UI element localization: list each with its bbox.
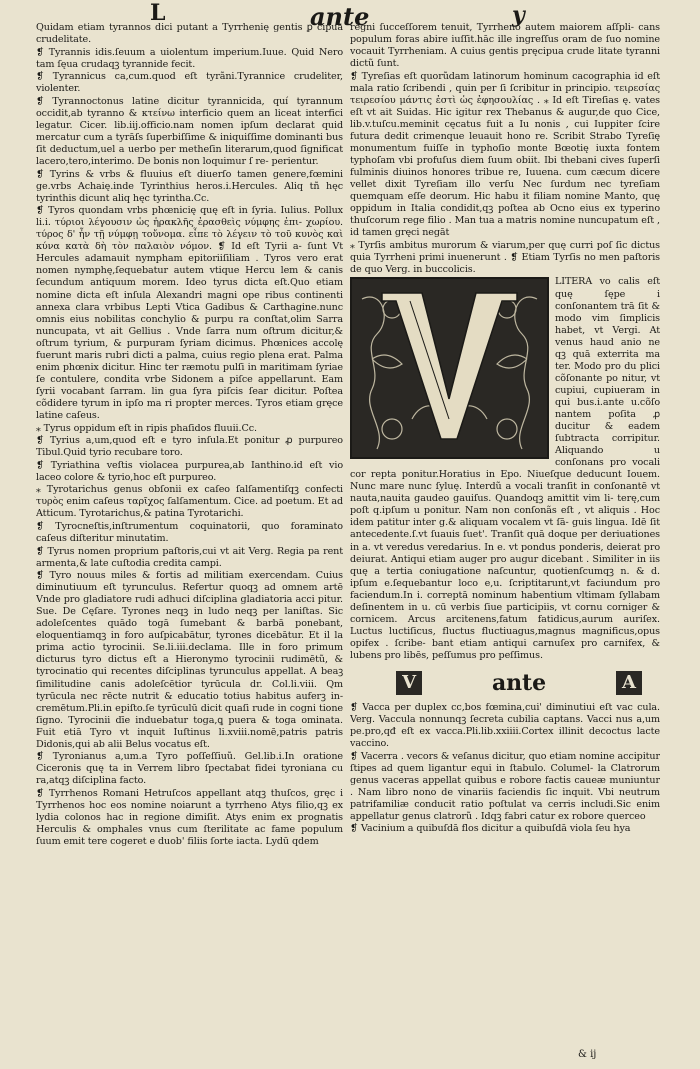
entry-paragraph: Quidam etiam tyrannos dici putant a Tyrrhenię gentis ꝑ cipua crudelitate. bbox=[36, 22, 343, 46]
entry-paragraph: ❡ Tyro nouus miles & fortis ad militiam exercendam. Cuius diminutiuum eſt tyrunculus. Refertur quoqꝫ ad omnem artē Vnde pro gladiatore rudi adhuci diſciplina gladiatoria acci pitur. Sue. De Cęſare. Tyrones neqꝫ in ludo neqꝫ per laniſtas. Sic adoleſcentes quādo togā ſumebant & barbā ponebant, eloquentiamqꝫ in foro auſpicabātur, tyrones dicebātur. Et il la prima actio tyrocinii. Se.li.iii.declama. Ille in foro primum dicturus tyro dictus eſt a Hieronymo tyrocinii rudimētũ, & tyrocinatio qui recentes diſciplinas tyrunculus appellat. A beaꝫ ſimilitudine canis adoleſcētior tyrūcula dr. Col.li.viii. Qm tyrūcula nec rēcte nutrit & educatio totius habitus auferꝫ in- cremētum.Pli.in epiſto.ſe tyrūculū dicit quaſi rude in cogni tione ſigno. Tyrocinii dīe induebatur toga,ꝗ puera & toga ominata. Fuit etiā Tyro vt inquit Iuſtinus li.xviii.nomē,patris patris Didonis,qui ab alii Belus vocatus eſt. bbox=[36, 570, 343, 750]
entry-paragraph: ❡ Tyros quondam vrbs phœnicię quę eſt in ſyria. Iulius. Pollux li.i. τύριοι λέγουσιν ὡς ἡρακλῆς ἐρασθεὶς νύμφης ἐπι- χωρίου. τύρος δ' ἦν τῇ νύμφῃ τοὔνομα. εἶπε τὸ λέγειν τὸ τοῦ κυνὸς καὶ κύνα κατὰ δὴ τὸν παλαιὸν νόμον. ❡ Id eſt Tyrii a- ſunt Vt Hercules adamauit nympham epitoriiſiliam . Tyros vero erat nomen nymphę,ſequebatur autem vtique Hercu lem & canis ſecundum antiquum morem. Ideo tyrus dicta eſt.Quo etiam nomine dicta eſt inſula Alexandri magni ope ribus continenti annexa clara vrbibus Lepti Vtica Gadibus & Carthagine.nunc omnis eius nobilitas conchylio & purpu ra conſtat,olim Sarra nuncupata, vt ait Gellius . Vnde ſarra num oſtrum dicitur,& oſtrum tyrium, & purpuram ſyriam dicimus. Phœnices accolę fuerunt maris rubri dicti a palma, cuius regio plena erat. Palma enim phœnix dicitur. Hinc ter ræmotu pulſi in maritimam ſyriae ſe contulere, condita vrbe Sidonem a piſce appellarunt. Eam ſyrii vocabant ſarram. lin gua ſyra piſcis ſear dicitur. Poſtea cõdidere tyrum in ipſo ma ri propter merces. Tyros etiam gręce latine caſeus. bbox=[36, 205, 343, 421]
section-letter-right: A bbox=[616, 671, 642, 695]
entry-paragraph: ❡ Tyrannoctonus latine dicitur tyrannicida, quí tyrannum occidit,ab tyranno & κτείνω interficio quem an liceat interfici legatur. Cicer. lib.iij.officio.nam nomen ipſum declarat quid mercatur cum a tyrāſs ſuperbiſſime & iniquiſſime dominanti bus ſit deductum,uel a uerbo per metheſin literarum,quod ſignificat lacero,tero,interimo. De bonis non loquimur ſ re- perientur. bbox=[36, 95, 343, 168]
right-column bbox=[350, 22, 660, 1062]
entry-paragraph: ❡ Tyronianus a,um.a Tyro poſſeſſiuũ. Gel.lib.i.In oratione Ciceronis quę ta in Verrem libro ſpectabat fidei tyroniana cu ra,atqꝫ diſciplina facto. bbox=[36, 751, 343, 787]
entry-paragraph: ❡ Tyrius a,um,quod eſt e tyro inſula.Et ponitur ꝓ purpureo Tibul.Quid tyrio recubare toro. bbox=[36, 435, 343, 459]
section-word: ante bbox=[491, 669, 546, 696]
section-letter-left: V bbox=[396, 671, 422, 695]
section-heading bbox=[396, 670, 642, 696]
entry-paragraph: ❡ Tyrocneſtis,inſtrumentum coquinatorii, quo foraminato caſeus diſteritur minutatim. bbox=[36, 520, 343, 544]
entry-paragraph: ❡ Vacca per duplex cc,bos fœmina,cui' diminutiui eſt vac cula. Verg. Vaccula nonnunqꝫ ſecreta cubilia captans. Vacci nus a,um pe.pro,qđ eſt ex vacca.Pli.lib.xxiiii.Cortex illinit decoctus lacte vaccino. bbox=[350, 701, 660, 750]
entry-paragraph: ❡ Vacinium a quibuſdā flos dicitur a quibuſdā viola ſeu hya bbox=[350, 823, 631, 835]
entry-paragraph: ❡ Tyrannicus ca,cum.quod eſt tyrãni.Tyrannice crudeliter, violenter. bbox=[36, 71, 343, 95]
running-head-letter-left: L bbox=[150, 0, 166, 26]
entry-paragraph: ⁎ Tyrus oppidum eſt in ripis phaſidos fluuii.Cc. bbox=[36, 422, 257, 434]
entry-paragraph: regni ſucceſſorem tenuit, Tyrrheno autem maiorem aſſpli- cans populum foras abire iuſſit.hāc ille ingreſſus oram de ſuo nomine vocauit Tyrrheniam. A cuius gentis pręcipua crude litate tyranni dictũ ſunt. bbox=[350, 22, 660, 70]
entry-paragraph: ❡ Tyrannis idis.ſeuum a uiolentum imperium.Iuue. Quid Nero tam ſęua crudaqꝫ tyrannide fecit. bbox=[36, 46, 343, 70]
ornament-letter-v-icon bbox=[352, 279, 547, 457]
entry-paragraph: ❡ Vacerra . vecors & veſanus dicitur, quo etiam nomine accipitur ſtipes ad quem ligantur equi in ſtabulo. Columel- la Clatrorum genus vaceras appellat quibus e robore factis caueæ muniuntur . Nam libro nono de vinariis faciendis ſic inquit. Vbi neutrum patrifamiliæ conducit ratio poſtulat va cerris includi.Sic enim appellatur genus clatrorũ . Idqꝫ fabri catur ex robore querceo bbox=[350, 750, 660, 822]
entry-paragraph-litera: LITERA vo calis eſt quę ſępe i conſonantem trā ſit & modo vim ſimplicis habet, vt Vergi. At venus haud anio ne qꝫ quā exterrita ma ter. Modo pro du plici cõſonante po nitur, vt cupiui, cupiueram in qui bus.i.ante u.cõſo nantem poſita ꝓ ducitur & eadem ſubtracta corripitur. Aliquando u conſonans pro vocali cor repta ponitur.Horatius in Epo. Niueſque deducunt Iouem. Nunc mare nunc ſyluę. Interdũ a vocali tranſit in conſonantē vt nauta,nauita gaudeo gauiſus. Quandoqꝫ amittit vim li- terę,cum poſt q.ipſum u ponitur. Nam non conſonãs eſt , vt aliquis . Hoc idem patitur inter g.& aliquam vocalem vt ſā- guis lingua. Idē ſit antecedente.ſ.vt ſuauis ſuet'. Tranſit quā doque per deriuationes in a. vt veredus veredarius. In e. vt pondus ponderis, deierat pro deiurat. Antiqui etiam auger pro augur dicebant . Similiter in iis quę a tertia coniugatione naſcuntur, quotienſcumqꝫ n. & d. ipſum e.ſequebantur loco e,u. ſcriptitarunt,vt faciundum pro faciendum.In i. correptā nominum habentium vltimam ſyllabam deſinentem in u. cū verbis ſiue participiis, vt cornu corniger & cornicem. Arcus arcitenens,fatum fatidicus,aurum auriſex. Luctus luctiſicus, fluctus fluctiuagus,magnus magnificus,opus opifex . ſcribe- bant etiam antiqui carnuſex pro carnifex, & lubens pro libēs, peſſumus pro peſſimus. bbox=[350, 276, 660, 661]
entry-paragraph: ❡ Tyreſias eſt quorũdam latinorum hominum cacographia id eſt mala ratio ſcribendi , quin per ſi ſcribitur in principio. τειρεσίας τειρεσίου μάντις ἐστὶ ὡς ἐφησουλίας . ⁎ Id eſt Tireſias ę. vates eſt vt ait Suidas. Hic igitur rex Thebanus & augur,de quo Cice, lib.v.tuſcu.meminit cęcatus fuit a Iu nonis , cui Iuppiter ſcire futura dedit crimenque leuauit hono re. Scribit Strabo Tyreſię monumentum fuiſſe in typhoſio monte Bœotię iuxta fontem typhoſam vbi profuſus diem ſuum obiit. Ibi thebani cives ſuperſi fulminis diuinos honores tribue re, Iuuena. cum cæcum dicere vellet dixit Tyreſiam illo verſu Nec ſurdum nec tyreſiam quemquam eſſe deorum. Hic habu it filiam nomine Manto, quę oppidum in Italia condidit,qꝫ poſtea ab Ocno eius ex typerino thuſcorum rege filio . Man tua a matris nomine nuncupatum eſt , id tamen gręci negāt bbox=[350, 70, 660, 239]
entry-paragraph: ❡ Tyrus nomen proprium paſtoris,cui vt ait Verg. Regia pa rent armenta,& late cuſtodia credita campi. bbox=[36, 545, 343, 569]
signature-mark: & ij bbox=[578, 1049, 597, 1060]
entry-paragraph: ⁎ Tyrotarichus genus obſonii ex caſeo ſalſamentiſqꝫ confecti τυρὸς enim caſeus ταρῖχος ſalſamentum. Cice. ad poetum. Et ad Atticum. Tyrotarichus,& patina Tyrotarichi. bbox=[36, 484, 343, 520]
running-head-letter-right: y bbox=[512, 2, 525, 28]
entry-paragraph: ❡ Tyrrhenos Romani Hetruſcos appellant atqꝫ thuſcos, gręc i Tyrrhenos hoc eos nomine noiarunt a tyrrheno Atys filio,qꝫ ex lydia colonos hac in regione dimiſit. Atys enim ex prognatis Herculis & omphales vnus cum ſterilitate ac fame populum ſuum emit tere cogeret e duob' filiis ſorte iacta. Lydū qdem bbox=[36, 787, 343, 848]
entry-paragraph: ⁎ Tyrſis ambitus murorum & viarum,per quę curri poſ ſic dictus quia Tyrrheni primi inuenerunt . ❡ Etiam Tyrſis no men paſtoris de quo Verg. in buccolicis. bbox=[350, 239, 660, 275]
entry-paragraph: ❡ Tyrins & vrbs & fluuius eſt diuerſo tamen genere,fœmini ge.vrbs Achaię.inde Tyrinthius heros.i.Hercules. Aliq tñ hęc tyrinthis dicunt aliq hęc tyrintha.Cc. bbox=[36, 168, 343, 204]
running-head-word: ante bbox=[310, 2, 370, 31]
decorated-initial-v bbox=[350, 277, 549, 459]
left-column bbox=[36, 22, 343, 1062]
entry-paragraph: ❡ Tyriathina veſtis violacea purpurea,ab Ianthino.id eſt vio laceo colore & tyrio,hoc eſt purpureo. bbox=[36, 459, 343, 483]
